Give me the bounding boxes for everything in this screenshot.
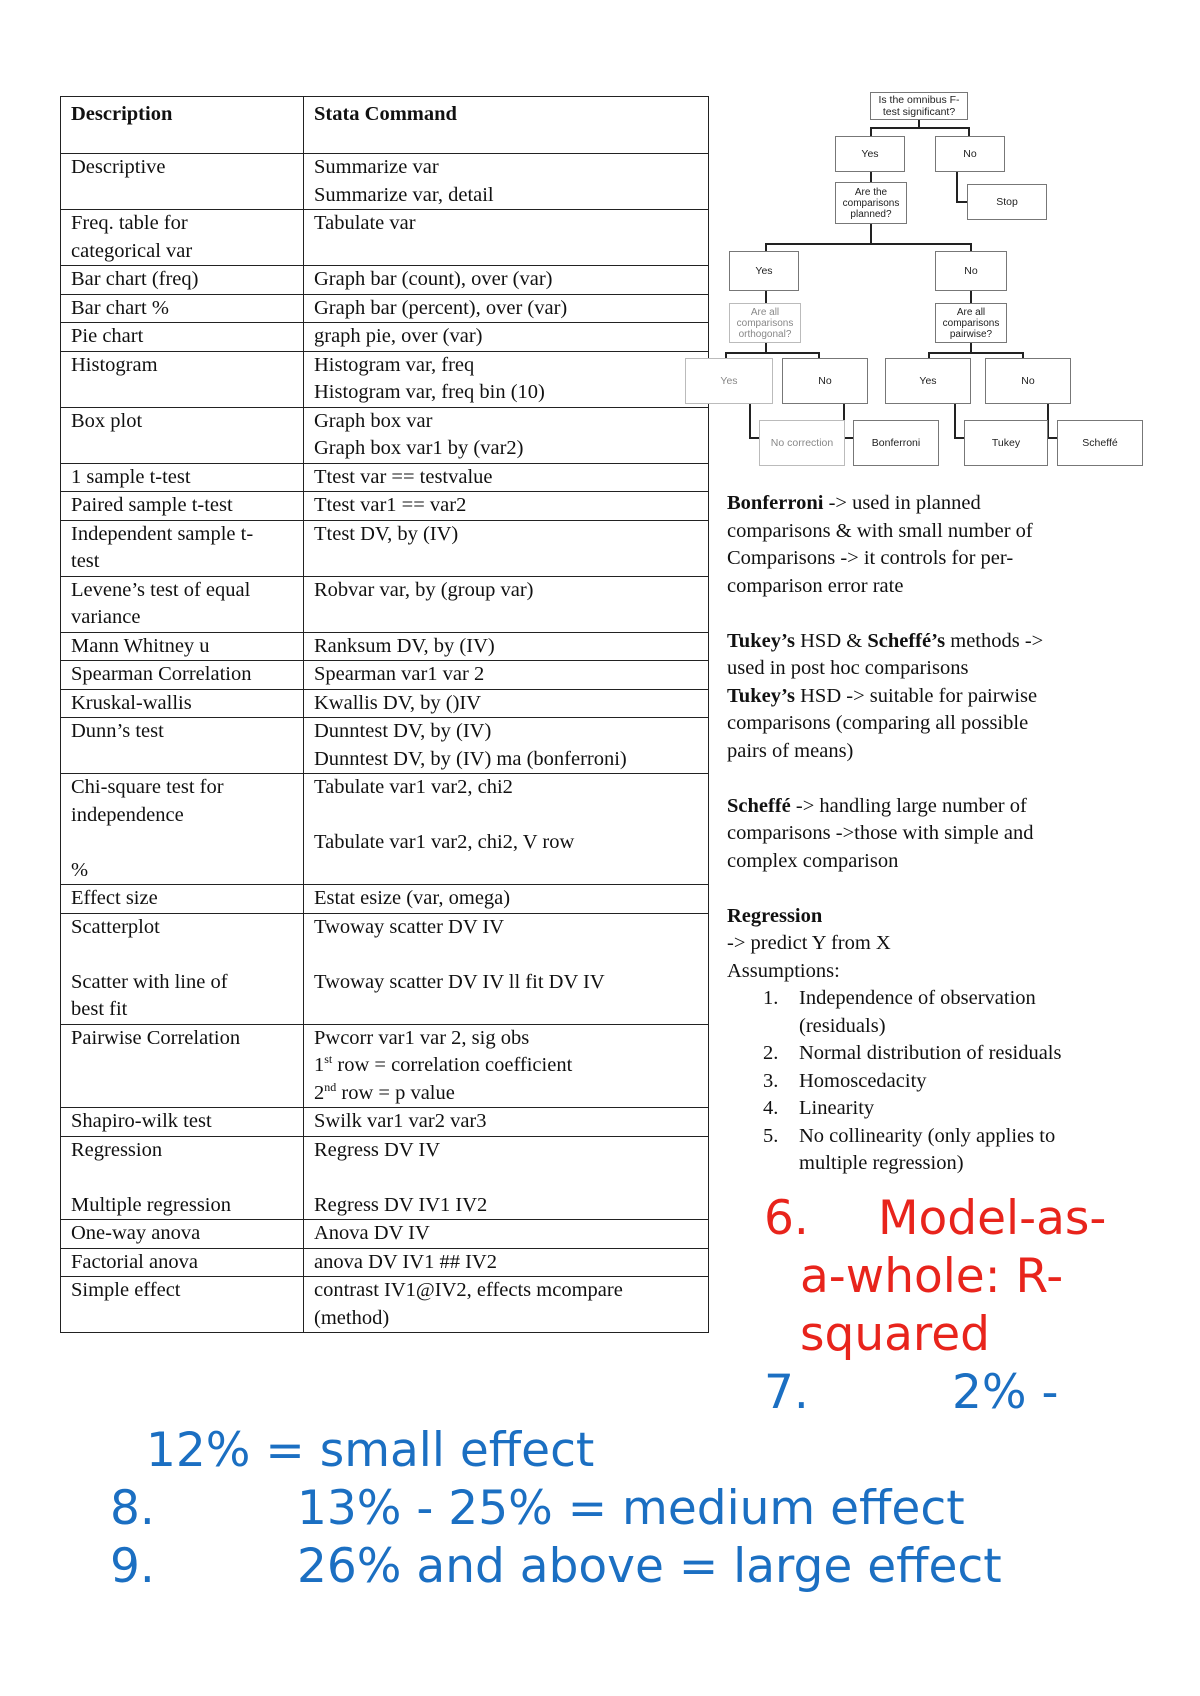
item-6-line-2: a-whole: R-	[800, 1249, 1064, 1304]
item-9-text: 26% and above = large effect	[297, 1539, 1002, 1594]
description-cell: Factorial anova	[61, 1248, 304, 1277]
description-cell: Bar chart (freq)	[61, 266, 304, 295]
description-cell: Mann Whitney u	[61, 632, 304, 661]
regression-note: Regression -> predict Y from X Assumptions:	[727, 904, 891, 982]
flow-yes-3: Yes	[685, 358, 773, 404]
description-cell: Descriptive	[61, 154, 304, 210]
stata-command-cell: Dunntest DV, by (IV) Dunntest DV, by (IV) ma (bonferroni)	[304, 718, 709, 774]
stata-command-cell: Summarize var Summarize var, detail	[304, 154, 709, 210]
notes-section	[727, 490, 1157, 1178]
stata-command-cell: Ttest var == testvalue	[304, 463, 709, 492]
item-7-number: 7.	[764, 1365, 809, 1420]
item-6-line-1: Model-as-	[878, 1191, 1107, 1246]
flow-no-1: No	[935, 136, 1005, 172]
table-row	[61, 266, 709, 295]
table-row	[61, 1108, 709, 1137]
stata-command-cell: graph pie, over (var)	[304, 323, 709, 352]
table-row	[61, 632, 709, 661]
table-row	[61, 210, 709, 266]
flow-yes-4: Yes	[885, 358, 971, 404]
assumption-item: 2. Normal distribution of residuals	[763, 1042, 1062, 1064]
stata-command-cell: Robvar var, by (group var)	[304, 576, 709, 632]
description-cell: Dunn’s test	[61, 718, 304, 774]
tukey-scheffe-note: Tukey’s HSD & Scheffé’s methods -> used in post hoc comparisons Tukey’s HSD -> suitable for pairwise comparisons (comparing all possible pairs of means)	[727, 629, 1044, 762]
assumption-item: 4. Linearity	[763, 1097, 875, 1119]
table-row	[61, 576, 709, 632]
flow-no-2: No	[935, 251, 1007, 291]
description-cell: Scatterplot Scatter with line of best fit	[61, 913, 304, 1024]
description-cell: Levene’s test of equal variance	[61, 576, 304, 632]
table-header-row	[61, 97, 709, 154]
assumption-item: 5. No collinearity (only applies to multiple regression)	[763, 1124, 1056, 1174]
flow-bonferroni: Bonferroni	[853, 420, 939, 466]
table-row	[61, 1220, 709, 1249]
assumptions-list	[727, 985, 1157, 1178]
description-cell: Simple effect	[61, 1277, 304, 1333]
description-cell: Histogram	[61, 351, 304, 407]
table-row	[61, 323, 709, 352]
description-cell: Bar chart %	[61, 294, 304, 323]
stata-command-cell: Ttest var1 == var2	[304, 492, 709, 521]
table-row	[61, 294, 709, 323]
flow-scheffe: Scheffé	[1057, 420, 1143, 466]
bonferroni-term: Bonferroni	[727, 492, 824, 514]
stata-command-cell: Histogram var, freq Histogram var, freq bin (10)	[304, 351, 709, 407]
description-cell: Pairwise Correlation	[61, 1024, 304, 1108]
description-cell: Pie chart	[61, 323, 304, 352]
assumption-item: 3. Homoscedacity	[763, 1069, 927, 1092]
description-cell: Kruskal-wallis	[61, 689, 304, 718]
flow-no-4: No	[985, 358, 1071, 404]
table-row	[61, 774, 709, 885]
stata-command-cell: Tabulate var1 var2, chi2 Tabulate var1 var2, chi2, V row	[304, 774, 709, 885]
description-cell: 1 sample t-test	[61, 463, 304, 492]
table-row	[61, 520, 709, 576]
table-row	[61, 661, 709, 690]
table-body	[61, 154, 709, 1333]
flow-stop: Stop	[967, 184, 1047, 220]
description-cell: One-way anova	[61, 1220, 304, 1249]
table-row	[61, 913, 709, 1024]
flow-yes-1: Yes	[835, 136, 905, 172]
flow-orthogonal-question: Are all comparisons orthogonal?	[729, 303, 801, 343]
stata-command-cell: Estat esize (var, omega)	[304, 885, 709, 914]
flow-planned-question: Are the comparisons planned?	[835, 182, 907, 224]
flow-yes-2: Yes	[729, 251, 799, 291]
stata-command-cell: contrast IV1@IV2, effects mcompare (method)	[304, 1277, 709, 1333]
stata-command-cell: Graph bar (count), over (var)	[304, 266, 709, 295]
flow-tukey: Tukey	[964, 420, 1048, 466]
stata-command-cell: Pwcorr var1 var 2, sig obs 1st row = correlation coefficient 2nd row = p value	[304, 1024, 709, 1108]
description-cell: Independent sample t- test	[61, 520, 304, 576]
flow-no-3: No	[782, 358, 868, 404]
description-cell: Regression Multiple regression	[61, 1136, 304, 1220]
table-row	[61, 492, 709, 521]
bonferroni-note: Bonferroni -> used in planned comparisons & with small number of Comparisons -> it controls for per- comparison error rate	[727, 492, 1033, 597]
item-8-number: 8.	[110, 1481, 155, 1536]
description-cell: Freq. table for categorical var	[61, 210, 304, 266]
table-row	[61, 1136, 709, 1220]
stata-command-cell: Ranksum DV, by (IV)	[304, 632, 709, 661]
description-cell: Effect size	[61, 885, 304, 914]
table-row	[61, 1277, 709, 1333]
description-cell: Box plot	[61, 407, 304, 463]
table-row	[61, 689, 709, 718]
header-stata-command: Stata Command	[304, 97, 709, 154]
assumption-item: 1. Independence of observation (residuals)	[763, 987, 1036, 1037]
stata-command-cell: Tabulate var	[304, 210, 709, 266]
flow-no-correction: No correction	[759, 420, 845, 466]
stata-command-cell: Regress DV IV Regress DV IV1 IV2	[304, 1136, 709, 1220]
stata-command-cell: Kwallis DV, by ()IV	[304, 689, 709, 718]
stata-command-cell: Twoway scatter DV IV Twoway scatter DV IV ll fit DV IV	[304, 913, 709, 1024]
flow-pairwise-question: Are all comparisons pairwise?	[935, 303, 1007, 343]
regression-title: Regression	[727, 904, 823, 927]
table-row	[61, 885, 709, 914]
table-row	[61, 463, 709, 492]
post-hoc-flowchart	[720, 88, 1155, 470]
description-cell: Chi-square test for independence %	[61, 774, 304, 885]
stata-command-cell: Spearman var1 var 2	[304, 661, 709, 690]
item-6-number: 6.	[764, 1191, 809, 1246]
header-description: Description	[61, 97, 304, 154]
item-6-line-3: squared	[800, 1307, 990, 1362]
flow-root-question: Is the omnibus F- test significant?	[870, 92, 968, 120]
stata-command-cell: Anova DV IV	[304, 1220, 709, 1249]
item-7-text: 2% -	[952, 1365, 1059, 1420]
stata-command-cell: Graph bar (percent), over (var)	[304, 294, 709, 323]
table-row	[61, 351, 709, 407]
table-row	[61, 154, 709, 210]
item-9-number: 9.	[110, 1539, 155, 1594]
description-cell: Shapiro-wilk test	[61, 1108, 304, 1137]
scheffe-note: Scheffé -> handling large number of comparisons ->those with simple and complex comparison	[727, 794, 1034, 872]
stata-command-cell: Swilk var1 var2 var3	[304, 1108, 709, 1137]
table-row	[61, 1248, 709, 1277]
stata-command-cell: anova DV IV1 ## IV2	[304, 1248, 709, 1277]
item-7-continuation: 12% = small effect	[146, 1423, 595, 1478]
table-row	[61, 1024, 709, 1108]
item-8-text: 13% - 25% = medium effect	[297, 1481, 965, 1536]
table-row	[61, 407, 709, 463]
stata-command-table	[60, 96, 709, 1333]
table-row	[61, 718, 709, 774]
description-cell: Spearman Correlation	[61, 661, 304, 690]
stata-command-cell: Ttest DV, by (IV)	[304, 520, 709, 576]
stata-command-cell: Graph box var Graph box var1 by (var2)	[304, 407, 709, 463]
description-cell: Paired sample t-test	[61, 492, 304, 521]
